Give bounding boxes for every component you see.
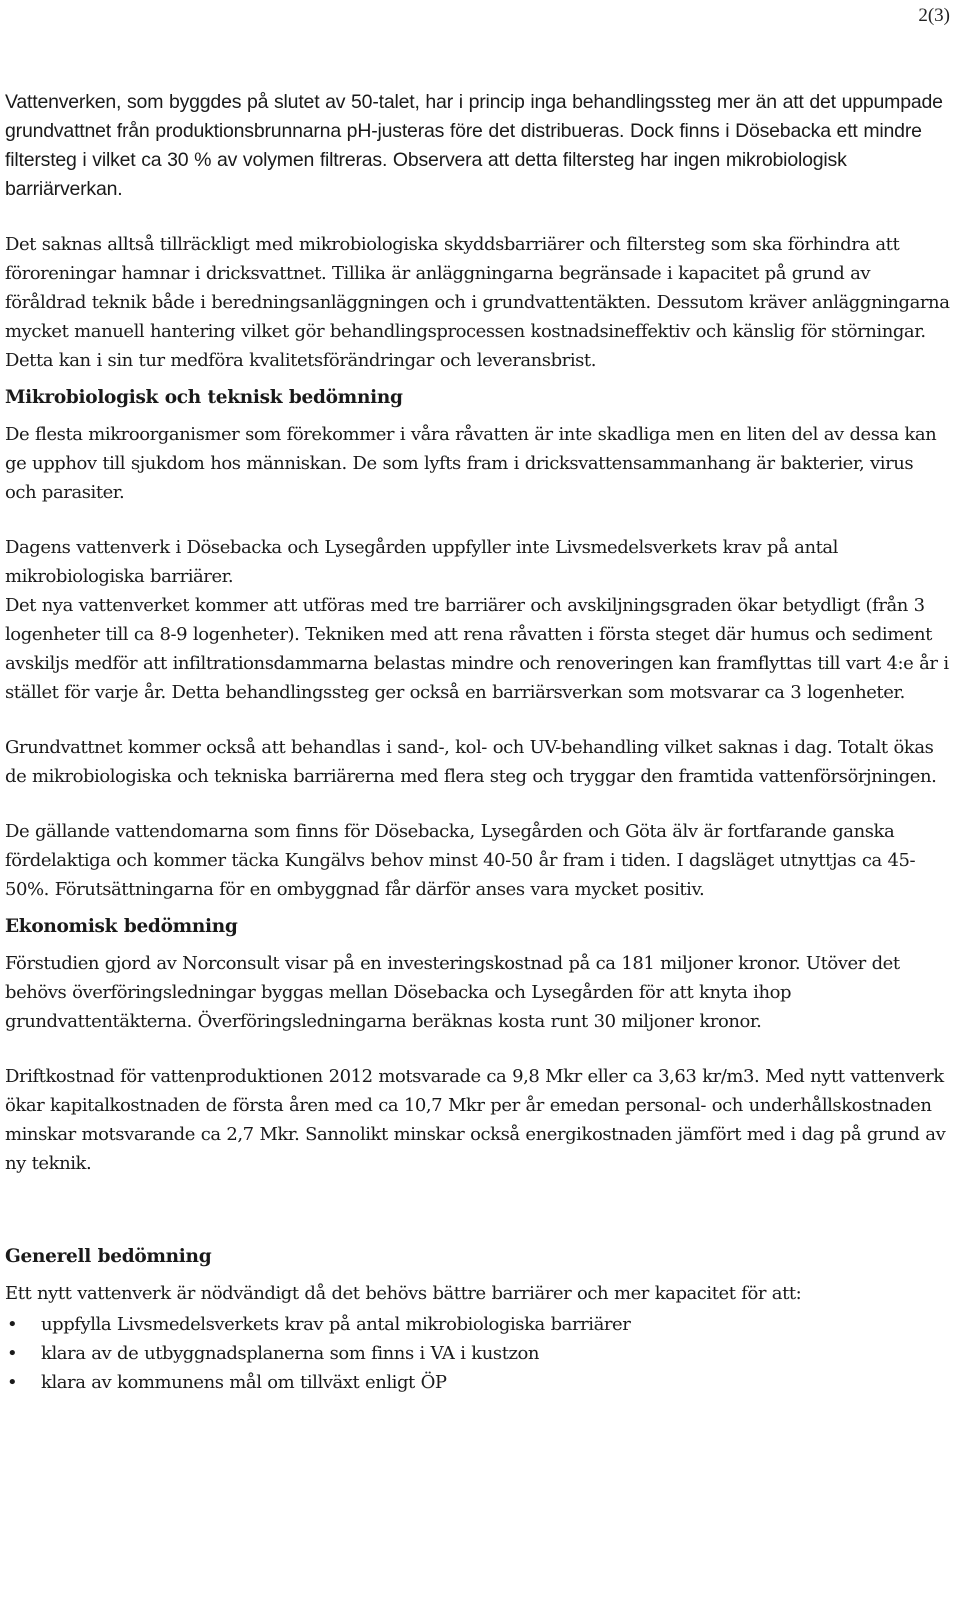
list-item — [5, 1368, 950, 1397]
heading-economic-assessment: Ekonomisk bedömning — [5, 916, 238, 937]
list-item-text: klara av kommunens mål om tillväxt enligt ÖP — [41, 1372, 447, 1393]
intro-paragraph-1: Vattenverken, som byggdes på slutet av 50-talet, har i princip inga behandlingssteg mer än att det uppumpade grundvattnet från produktionsbrunnarna pH-justeras före det distribueras. Dock finns i Dösebacka ett mindre filtersteg i vilket ca 30 % av volymen filtreras. Observera att detta filtersteg har ingen mikrobiologisk barriärverkan. — [5, 91, 943, 200]
bullet-icon: • — [7, 1314, 18, 1335]
micro-paragraph-1: De flesta mikroorganismer som förekommer i våra råvatten är inte skadliga men en liten del av dessa kan ge upphov till sjukdom hos människan. De som lyfts fram i dricksvattensammanhang är bakterier, virus och parasiter. — [5, 424, 937, 503]
micro-paragraph-4: Grundvattnet kommer också att behandlas i sand-, kol- och UV-behandling vilket saknas i dag. Totalt ökas de mikrobiologiska och tekniska barriärerna med flera steg och tryggar den framtida vattenförsörjningen. — [5, 737, 937, 787]
page-number: 2(3) — [918, 5, 950, 26]
heading-microbiological-assessment: Mikrobiologisk och teknisk bedömning — [5, 387, 403, 408]
intro-paragraph-2: Det saknas alltså tillräckligt med mikrobiologiska skyddsbarriärer och filtersteg som ska förhindra att föroreningar hamnar i dricksvattnet. Tillika är anläggningarna begränsade i kapacitet på grund av föråldrad teknik både i beredningsanläggningen och i grundvattentäkten. Dessutom kräver anläggningarna mycket manuell hantering vilket gör behandlingsprocessen kostnadsineffektiv och känslig för störningar. Detta kan i sin tur medföra kvalitetsförändringar och leveransbrist. — [5, 234, 950, 371]
micro-paragraph-3: Det nya vattenverket kommer att utföras med tre barriärer och avskiljningsgraden ökar betydligt (från 3 logenheter till ca 8-9 logenheter). Tekniken med att rena råvatten i första steget där humus och sediment avskiljs medför att infiltrationsdammarna belastas mindre och renoveringen kan framflyttas till vart 4:e år i stället för varje år. Detta behandlingssteg ger också en barriärsverkan som motsvarar ca 3 logenheter. — [5, 595, 949, 703]
list-item-text: klara av de utbyggnadsplanerna som finns i VA i kustzon — [41, 1343, 540, 1364]
list-item — [5, 1339, 950, 1368]
general-intro: Ett nytt vattenverk är nödvändigt då det behövs bättre barriärer och mer kapacitet för att: — [5, 1283, 802, 1304]
bullet-icon: • — [7, 1343, 18, 1364]
document-body — [5, 88, 950, 1397]
bullet-list — [5, 1310, 950, 1397]
econ-paragraph-2: Driftkostnad för vattenproduktionen 2012 motsvarade ca 9,8 Mkr eller ca 3,63 kr/m3. Med nytt vattenverk ökar kapitalkostnaden de första åren med ca 10,7 Mkr per år emedan personal- och underhållskostnaden minskar motsvarande ca 2,7 Mkr. Sannolikt minskar också energikostnaden jämfört med i dag på grund av ny teknik. — [5, 1066, 946, 1174]
list-item — [5, 1310, 950, 1339]
list-item-text: uppfylla Livsmedelsverkets krav på antal mikrobiologiska barriärer — [41, 1314, 631, 1335]
micro-paragraph-2: Dagens vattenverk i Dösebacka och Lysegården uppfyller inte Livsmedelsverkets krav på antal mikrobiologiska barriärer. — [5, 537, 838, 587]
micro-paragraph-5: De gällande vattendomarna som finns för Dösebacka, Lysegården och Göta älv är fortfarande ganska fördelaktiga och kommer täcka Kungälvs behov minst 40-50 år fram i tiden. I dagsläget utnyttjas ca 45-50%. Förutsättningarna för en ombyggnad får därför anses vara mycket positiv. — [5, 821, 916, 900]
econ-paragraph-1: Förstudien gjord av Norconsult visar på en investeringskostnad på ca 181 miljoner kronor. Utöver det behövs överföringsledningar byggas mellan Dösebacka och Lysegården för att knyta ihop grundvattentäkterna. Överföringsledningarna beräknas kosta runt 30 miljoner kronor. — [5, 953, 900, 1032]
heading-general-assessment: Generell bedömning — [5, 1246, 212, 1267]
bullet-icon: • — [7, 1372, 18, 1393]
